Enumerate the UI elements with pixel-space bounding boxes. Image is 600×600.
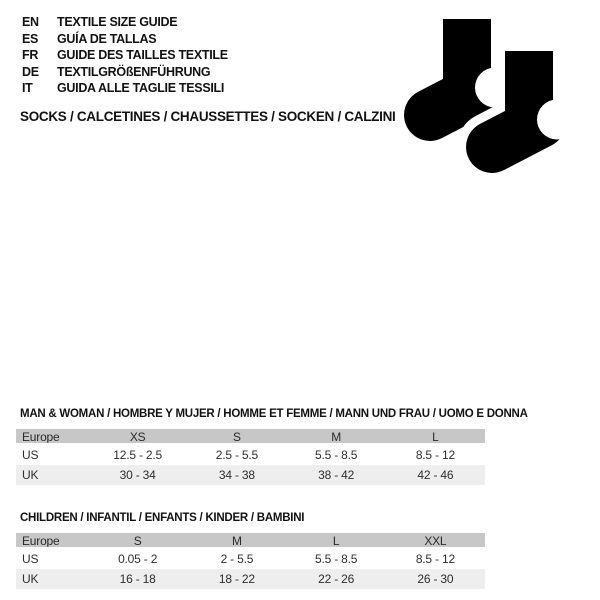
size-value-cell: 0.05 - 2 — [118, 552, 158, 566]
language-row — [22, 14, 228, 31]
size-value-cell: 22 - 26 — [318, 572, 355, 586]
language-row — [22, 47, 228, 64]
size-value-cell: 30 - 34 — [119, 468, 156, 482]
size-value-cell: 38 - 42 — [318, 468, 355, 482]
size-table-adults — [16, 408, 528, 485]
size-value-cell: 8.5 - 12 — [415, 552, 455, 566]
language-code: IT — [22, 81, 33, 95]
size-value-cell: 12.5 - 2.5 — [113, 448, 162, 462]
table-row-uk — [16, 465, 485, 485]
language-row — [22, 64, 228, 81]
language-label: GUIDA ALLE TAGLIE TESSILI — [57, 81, 225, 95]
header-cell-size: L — [332, 534, 340, 547]
language-code: DE — [22, 64, 39, 79]
language-list — [22, 14, 228, 97]
language-label: TEXTILGRÖßENFÜHRUNG — [57, 64, 211, 79]
language-code: ES — [22, 31, 39, 46]
size-value-cell: 34 - 38 — [218, 468, 255, 482]
size-value-cell: 2.5 - 5.5 — [215, 448, 258, 462]
language-label: TEXTILE SIZE GUIDE — [57, 15, 178, 29]
row-label-cell: US — [22, 448, 39, 462]
table-row-us — [16, 549, 485, 569]
header-cell-size: L — [432, 430, 439, 443]
table-header-row — [16, 429, 485, 445]
language-row — [22, 31, 228, 48]
table-row-us — [16, 445, 485, 465]
header-cell-size: S — [133, 534, 142, 547]
size-table-children — [16, 512, 485, 589]
table-title: MAN & WOMAN / HOMBRE Y MUJER / HOMME ET FEMME / MANN UND FRAU / UOMO E DONNA — [20, 408, 528, 420]
language-label: GUIDE DES TAILLES TEXTILE — [57, 48, 228, 62]
language-code: FR — [22, 48, 39, 62]
size-value-cell: 26 - 30 — [417, 572, 454, 586]
row-label-cell: UK — [22, 468, 39, 482]
row-label-cell: US — [22, 552, 39, 566]
header-cell-region: Europe — [22, 534, 60, 547]
language-row — [22, 80, 228, 97]
language-label: GUÍA DE TALLAS — [57, 31, 157, 46]
header-cell-size: S — [232, 430, 241, 443]
size-value-cell: 16 - 18 — [119, 572, 156, 586]
table-title: CHILDREN / INFANTIL / ENFANTS / KINDER / BAMBINI — [20, 512, 305, 524]
header-cell-size: XS — [129, 430, 146, 443]
size-value-cell: 5.5 - 8.5 — [315, 552, 358, 566]
size-value-cell: 42 - 46 — [417, 468, 454, 482]
header-cell-size: M — [331, 430, 342, 443]
size-value-cell: 2 - 5.5 — [220, 552, 254, 566]
header-cell-region: Europe — [22, 430, 60, 443]
table-row-uk — [16, 569, 485, 589]
header-cell-size: M — [231, 534, 242, 547]
header-cell-size: XXL — [424, 534, 447, 547]
size-value-cell: 18 - 22 — [218, 572, 255, 586]
size-value-cell: 8.5 - 12 — [415, 448, 455, 462]
language-code: EN — [22, 15, 39, 29]
size-value-cell: 5.5 - 8.5 — [315, 448, 358, 462]
table-header-row — [16, 533, 485, 549]
socks-icon — [390, 0, 600, 190]
row-label-cell: UK — [22, 572, 39, 586]
category-title: SOCKS / CALCETINES / CHAUSSETTES / SOCKEN / CALZINI — [20, 109, 396, 124]
